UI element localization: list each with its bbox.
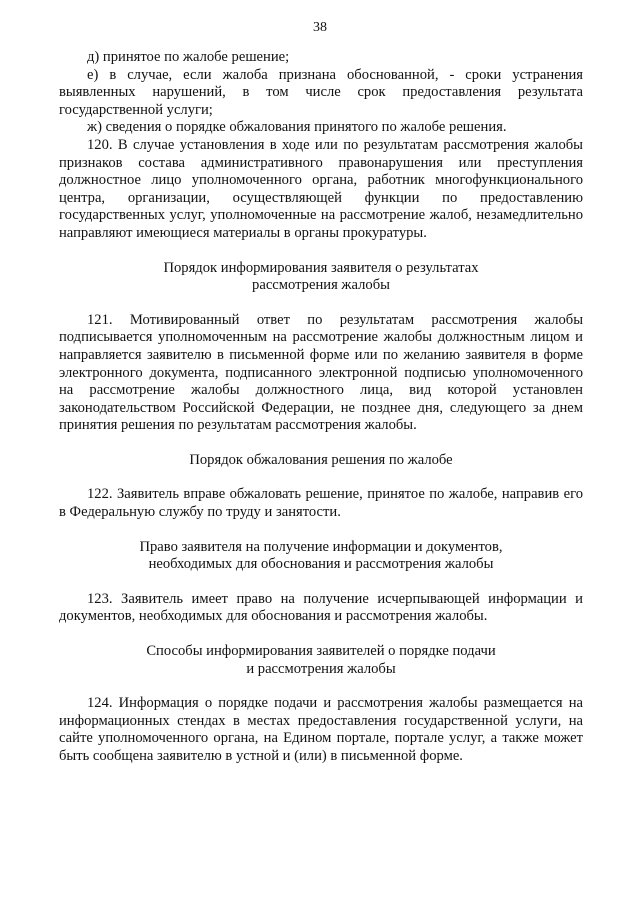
heading-line: Способы информирования заявителей о порядке подачи — [146, 643, 496, 660]
heading-line: и рассмотрения жалобы — [246, 660, 396, 677]
heading-line: Порядок информирования заявителя о результатах — [163, 259, 479, 276]
document-body — [59, 49, 583, 766]
heading-line: Право заявителя на получение информации и документов, — [139, 538, 503, 555]
section-heading-right-to-information — [59, 539, 583, 574]
section-heading-informing-methods — [59, 643, 583, 678]
list-item-e: е) в случае, если жалоба признана обоснованной, - сроки устранения выявленных нарушений, в том числе срок предоставления результата государственной услуги; — [59, 66, 583, 118]
paragraph-121: 121. Мотивированный ответ по результатам рассмотрения жалобы подписывается уполномоченным на рассмотрение жалобы должностным лицом и направляется заявителю в письменной форме или по желанию заявителя в форме электронного документа, подписанного электронной подписью уполномоченного на рассмотрение жалобы должностного лица, вид которой установлен законодательством Российской Федерации, не позднее дня, следующего за днем принятия решения по результатам рассмотрения жалобы. — [59, 311, 583, 434]
heading-line: рассмотрения жалобы — [252, 277, 390, 294]
paragraph-122: 122. Заявитель вправе обжаловать решение, принятое по жалобе, направив его в Федеральную службу по труду и занятости. — [59, 486, 583, 521]
list-item-zh: ж) сведения о порядке обжалования принятого по жалобе решения. — [87, 119, 507, 136]
paragraph-123: 123. Заявитель имеет право на получение исчерпывающей информации и документов, необходимых для обоснования и рассмотрения жалобы. — [59, 590, 583, 625]
section-heading-appeal-procedure — [59, 452, 583, 470]
paragraph-124: 124. Информация о порядке подачи и рассмотрения жалобы размещается на информационных стендах в местах предоставления государственной услуги, на сайте уполномоченного органа, на Едином портале, портале услуг, а также может быть сообщена заявителю в устной и (или) в письменной форме. — [59, 695, 583, 764]
section-heading-informing-results — [59, 260, 583, 295]
list-item-d: д) принятое по жалобе решение; — [87, 49, 290, 65]
paragraph-120: 120. В случае установления в ходе или по результатам рассмотрения жалобы признаков состава административного правонарушения или преступления должностное лицо уполномоченного органа, работник многофункционального центра, организации, осуществляющей функции по предоставлению государственных услуг, уполномоченные на рассмотрение жалоб, незамедлительно направляют имеющиеся материалы в органы прокуратуры. — [59, 136, 583, 241]
heading-line: Порядок обжалования решения по жалобе — [189, 451, 453, 468]
page-number: 38 — [313, 20, 327, 35]
heading-line: необходимых для обоснования и рассмотрения жалобы — [148, 556, 494, 573]
